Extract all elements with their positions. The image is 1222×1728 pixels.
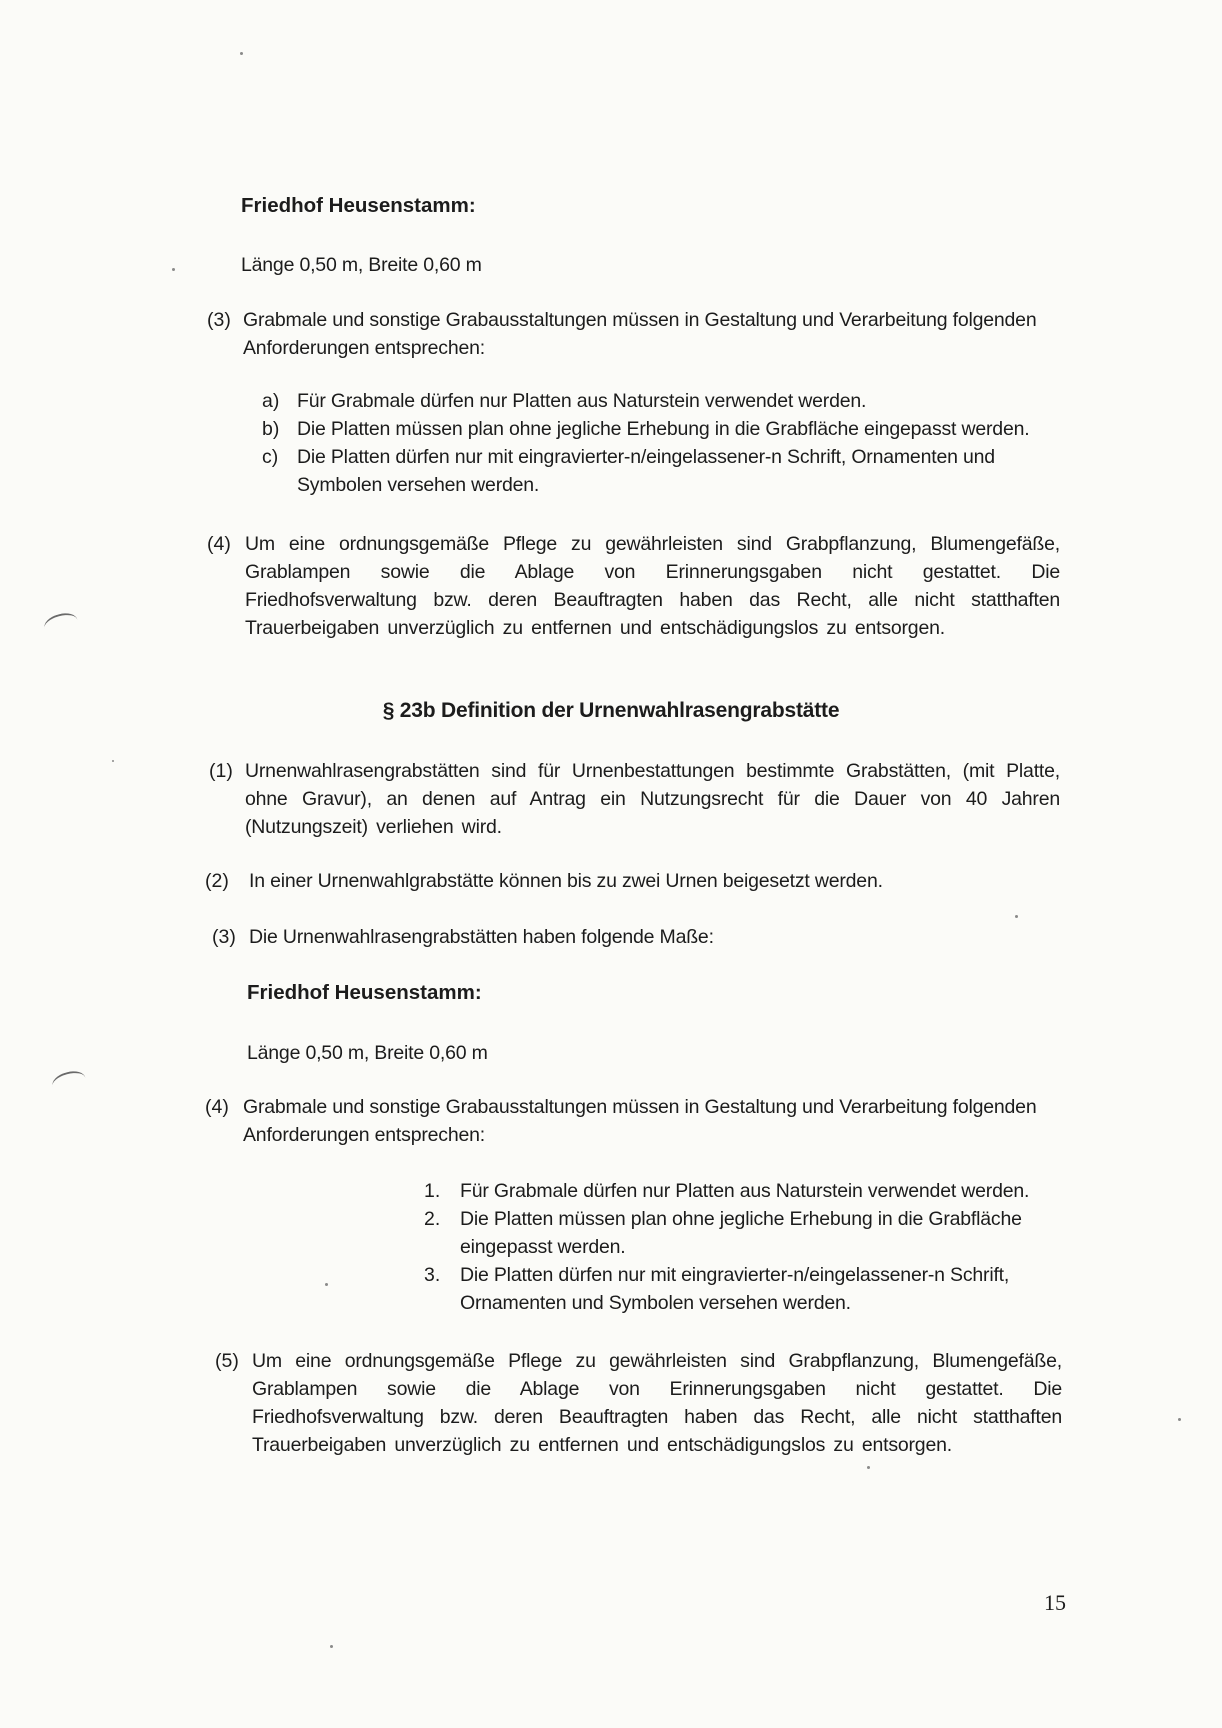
paragraph-number: (1) — [209, 760, 233, 782]
paragraph-text: Um eine ordnungsgemäße Pflege zu gewährleisten sind Grabpflanzung, Blumengefäße, Grablampen sowie die Ablage von Erinnerungsgaben nicht gestattet. Die Friedhofsverwaltung bzw. deren Beauftragten haben das Recht, alle nicht statthaften Trauerbeigaben unverzüglich zu entfernen und entschädigungslos zu entsorgen. — [245, 533, 1060, 639]
list-item-text: Für Grabmale dürfen nur Platten aus Naturstein verwendet werden. — [460, 1180, 1030, 1202]
list-item-text: Die Platten dürfen nur mit eingravierter-n/eingelassener-n Schrift, Ornamenten und Symbolen versehen werden. — [460, 1264, 1010, 1314]
scan-speck — [330, 1645, 333, 1648]
list-item-text: Die Platten müssen plan ohne jegliche Erhebung in die Grabfläche eingepasst werden. — [297, 418, 1030, 440]
section-heading: § 23b Definition der Urnenwahlrasengrabstätte — [382, 699, 840, 722]
friedhof-title: Friedhof Heusenstamm: — [241, 194, 476, 217]
list-item-text: Für Grabmale dürfen nur Platten aus Naturstein verwendet werden. — [297, 390, 867, 412]
scan-speck — [1015, 915, 1018, 918]
list-item-text: Die Platten müssen plan ohne jegliche Erhebung in die Grabfläche eingepasst werden. — [460, 1208, 1022, 1258]
paragraph-number: (4) — [207, 533, 231, 555]
paragraph-number: (3) — [207, 309, 231, 331]
paragraph-number: (5) — [215, 1350, 239, 1372]
scan-speck — [240, 52, 243, 55]
list-marker: b) — [262, 418, 280, 440]
friedhof-title: Friedhof Heusenstamm: — [247, 981, 482, 1004]
punch-hole-mark — [50, 1068, 88, 1096]
paragraph-text: Grabmale und sonstige Grabausstaltungen müssen in Gestaltung und Verarbeitung folgenden Anforderungen entsprechen: — [243, 1096, 1037, 1146]
list-item-text: Die Platten dürfen nur mit eingravierter-n/eingelassener-n Schrift, Ornamenten und Symbolen versehen werden. — [297, 446, 995, 496]
dimensions-text: Länge 0,50 m, Breite 0,60 m — [241, 254, 482, 276]
paragraph-text: Grabmale und sonstige Grabausstaltungen müssen in Gestaltung und Verarbeitung folgenden Anforderungen entsprechen: — [243, 309, 1037, 359]
page-number: 15 — [1044, 1590, 1066, 1615]
paragraph-text: Urnenwahlrasengrabstätten sind für Urnenbestattungen bestimmte Grabstätten, (mit Platte, ohne Gravur), an denen auf Antrag ein Nutzungsrecht für die Dauer von 40 Jahren (Nutzungszeit) verliehen wird. — [245, 760, 1060, 838]
scan-speck — [112, 760, 114, 762]
paragraph-number: (2) — [205, 870, 229, 892]
dimensions-text: Länge 0,50 m, Breite 0,60 m — [247, 1042, 488, 1064]
paragraph-text: Um eine ordnungsgemäße Pflege zu gewährleisten sind Grabpflanzung, Blumengefäße, Grablampen sowie die Ablage von Erinnerungsgaben nicht gestattet. Die Friedhofsverwaltung bzw. deren Beauftragten haben das Recht, alle nicht statthaften Trauerbeigaben unverzüglich zu entfernen und entschädigungslos zu entsorgen. — [252, 1350, 1062, 1456]
paragraph-number: (3) — [212, 926, 236, 948]
list-marker: 2. — [424, 1208, 441, 1230]
scan-speck — [1178, 1418, 1181, 1421]
paragraph-number: (4) — [205, 1096, 229, 1118]
punch-hole-mark — [42, 610, 80, 638]
list-marker: 3. — [424, 1264, 441, 1286]
list-marker: 1. — [424, 1180, 441, 1202]
scan-speck — [867, 1466, 870, 1469]
list-marker: c) — [262, 446, 279, 468]
scan-speck — [325, 1283, 328, 1286]
scan-speck — [172, 268, 175, 271]
list-marker: a) — [262, 390, 280, 412]
paragraph-text: In einer Urnenwahlgrabstätte können bis zu zwei Urnen beigesetzt werden. — [249, 870, 883, 892]
paragraph-text: Die Urnenwahlrasengrabstätten haben folgende Maße: — [249, 926, 714, 948]
